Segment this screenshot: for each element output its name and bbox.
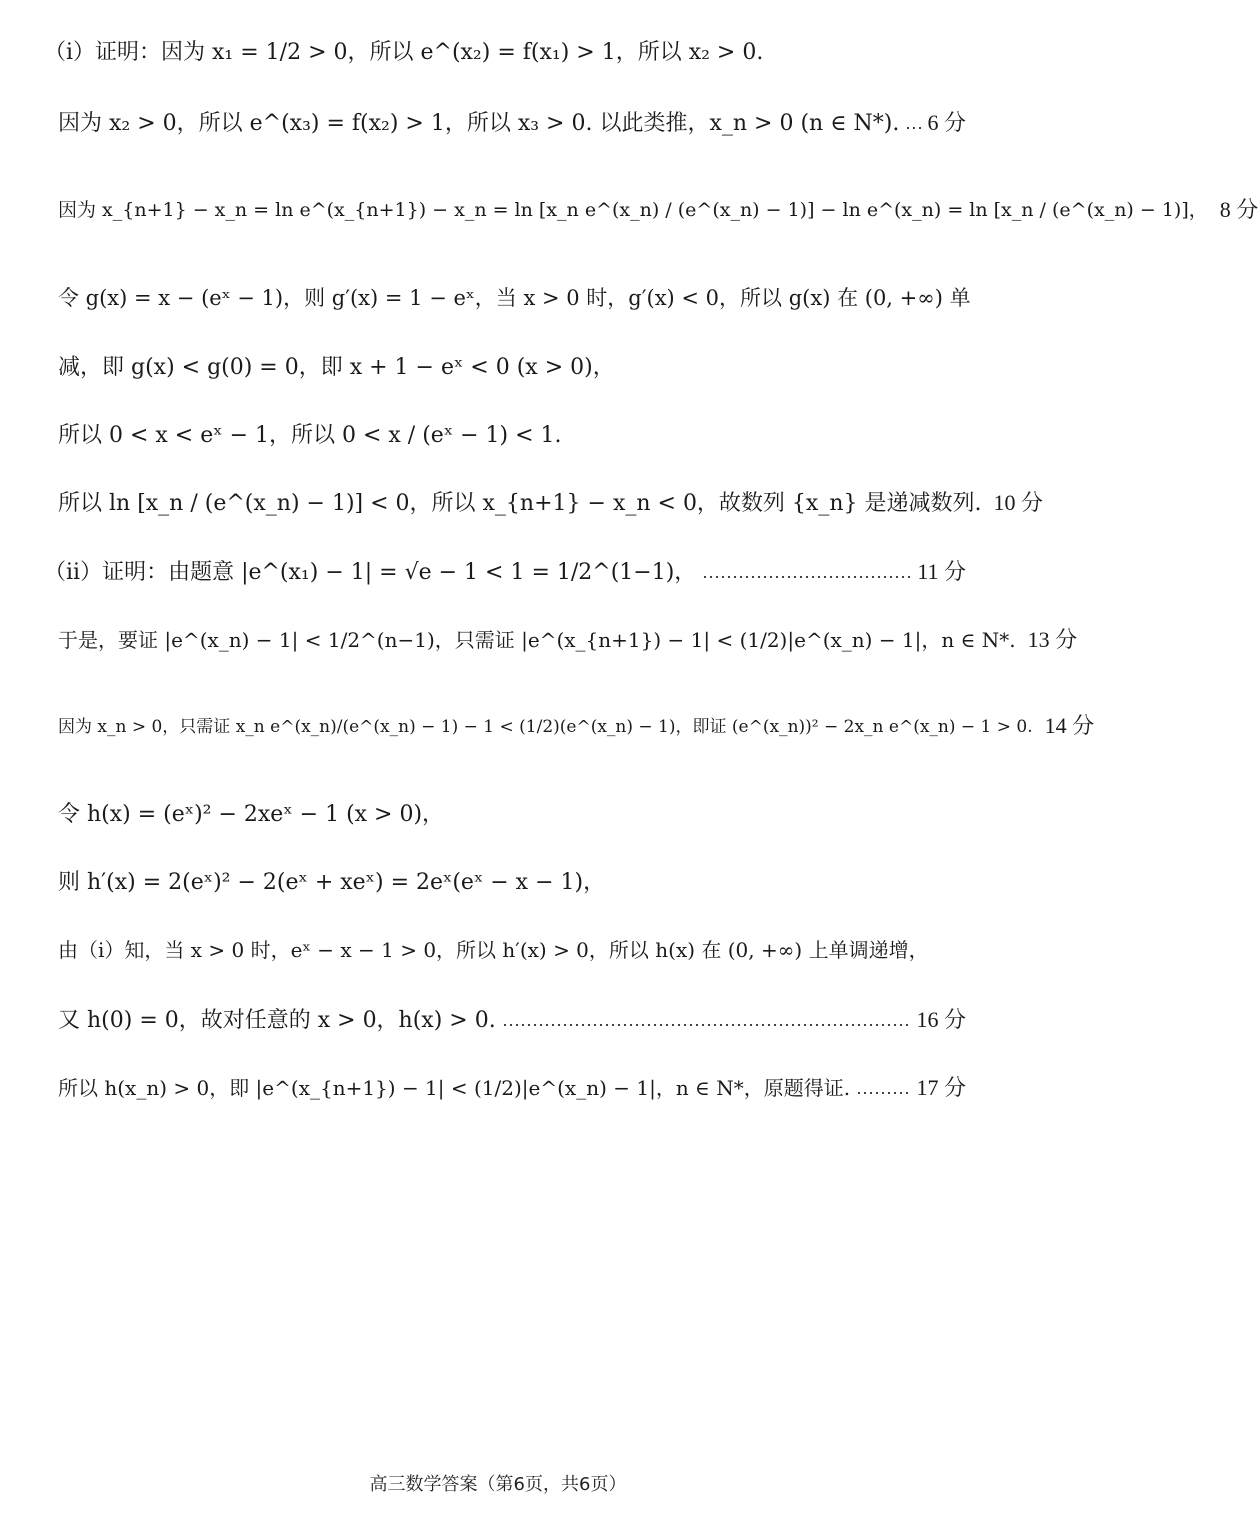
score-label: 8 分 <box>1219 197 1258 222</box>
line-text: 于是，要证 |e^(x_n) − 1| < 1/2^(n−1)，只需证 |e^(x_{n+1}) − 1| < (1/2)|e^(x_n) − 1|，n ∈ N*. <box>58 628 1016 652</box>
line-text: （i）证明：因为 x₁ = 1/2 > 0，所以 e^(x₂) = f(x₁) > 1，所以 x₂ > 0. <box>44 40 764 65</box>
score-label: 17 分 <box>916 1075 966 1100</box>
proof-line-8 <box>44 555 966 586</box>
line-text: 因为 x₂ > 0，所以 e^(x₃) = f(x₂) > 1，所以 x₃ > 0. 以此类推，x_n > 0 (n ∈ N*). <box>58 111 900 136</box>
dot-leader <box>856 1092 910 1094</box>
proof-line-5 <box>58 350 966 381</box>
proof-line-2 <box>58 106 966 137</box>
line-text: （ii）证明：由题意 |e^(x₁) − 1| = √e − 1 < 1 = 1/2^(1−1)， <box>44 560 697 585</box>
line-text: 因为 x_n > 0，只需证 x_n e^(x_n)/(e^(x_n) − 1) − 1 < (1/2)(e^(x_n) − 1)，即证 (e^(x_n))² − 2x_n e^(x_n) − 1 > 0. <box>58 717 1033 737</box>
score-label: 14 分 <box>1044 713 1095 738</box>
line-text: 所以 0 < x < eˣ − 1，所以 0 < x / (eˣ − 1) < 1. <box>58 423 562 448</box>
line-text: 则 h′(x) = 2(eˣ)² − 2(eˣ + xeˣ) = 2eˣ(eˣ − x − 1)， <box>58 870 606 895</box>
line-text: 又 h(0) = 0，故对任意的 x > 0，h(x) > 0. <box>58 1008 496 1033</box>
proof-line-3 <box>58 193 1258 224</box>
score-label: 16 分 <box>916 1007 966 1032</box>
proof-line-7 <box>58 486 1044 517</box>
proof-line-12 <box>58 865 966 896</box>
line-text: 所以 ln [x_n / (e^(x_n) − 1)] < 0，所以 x_{n+1} − x_n < 0，故数列 {x_n} 是递减数列. <box>58 491 982 516</box>
score-label: 11 分 <box>917 559 966 584</box>
proof-line-10 <box>58 709 1095 740</box>
proof-line-14 <box>58 1003 966 1034</box>
score-label: 13 分 <box>1027 627 1078 652</box>
line-text: 所以 h(x_n) > 0，即 |e^(x_{n+1}) − 1| < (1/2)|e^(x_n) − 1|，n ∈ N*，原题得证. <box>58 1076 851 1100</box>
score-label: 6 分 <box>927 110 966 135</box>
proof-line-4 <box>58 282 971 312</box>
line-text: 令 g(x) = x − (eˣ − 1)，则 g′(x) = 1 − eˣ，当 x > 0 时，g′(x) < 0，所以 g(x) 在 (0, +∞) 单 <box>58 286 971 310</box>
line-text: 令 h(x) = (eˣ)² − 2xeˣ − 1 (x > 0)， <box>58 802 445 827</box>
dot-leader <box>905 127 921 129</box>
proof-line-13 <box>58 934 966 963</box>
proof-line-9 <box>58 623 1078 654</box>
line-text: 因为 x_{n+1} − x_n = ln e^(x_{n+1}) − x_n = ln [x_n e^(x_n) / (e^(x_n) − 1)] − ln e^(x_n) = ln [x_n / (e^(x_n) − 1)]， <box>58 199 1208 221</box>
score-label: 10 分 <box>993 490 1044 515</box>
page-footer: 高三数学答案（第6页，共6页） <box>369 1474 627 1495</box>
dot-leader <box>702 576 911 578</box>
proof-line-15 <box>58 1071 966 1102</box>
line-text: 减，即 g(x) < g(0) = 0，即 x + 1 − eˣ < 0 (x > 0)， <box>58 355 615 380</box>
proof-line-11 <box>58 797 966 828</box>
dot-leader <box>502 1024 911 1026</box>
proof-line-1 <box>44 35 966 66</box>
line-text: 由（i）知，当 x > 0 时，eˣ − x − 1 > 0，所以 h′(x) > 0，所以 h(x) 在 (0, +∞) 上单调递增， <box>58 938 929 962</box>
proof-line-6 <box>58 418 966 449</box>
